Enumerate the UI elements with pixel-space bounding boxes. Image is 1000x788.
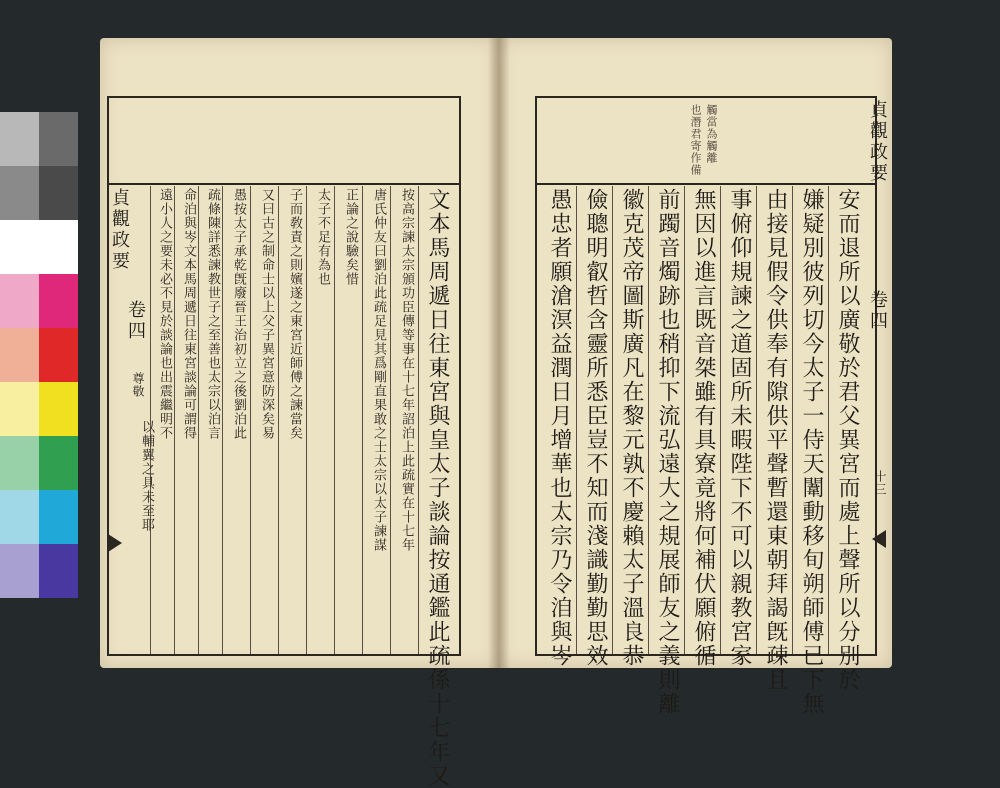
text-column: 徽克茂帝圖斯廣凡在黎元孰不慶賴太子溫良恭 [619, 188, 644, 668]
color-swatch [0, 274, 39, 328]
text-column: 由接見假令供奉有隙供平聲暫還東朝拜謁旣疎且 [763, 188, 788, 692]
text-column: 事俯仰規諫之道固所未暇陛下不可以親教宮家 [727, 188, 752, 668]
commentary-column: 遠小人之要未必不見於談論也出震繼明不 [157, 188, 172, 440]
text-column: 愚忠者願滄溟益潤日月增華也太宗乃令洎與岑 [547, 188, 572, 668]
right-spine-title: 貞觀政要 [867, 100, 888, 184]
text-column: 文本馬周遞日往東宮與皇太子談論按通鑑此疏係十七年又 [425, 188, 450, 788]
header-note-2: 也潛君寄作備 [689, 104, 702, 176]
color-swatch [39, 166, 78, 220]
left-spine-title: 貞觀政要 [109, 188, 130, 272]
color-swatch [0, 166, 39, 220]
commentary-column: 命泊與岑文本馬周遞日往東宮談論可謂得 [181, 188, 196, 440]
fish-tail-mark [872, 530, 886, 548]
text-column: 前躅音燭跡也稍抑下流弘遠大之規展師友之義則離 [655, 188, 680, 716]
color-swatch [0, 382, 39, 436]
fish-tail-mark [108, 534, 122, 552]
commentary-column: 正論之說驗矣惜 [343, 188, 358, 286]
color-swatch [39, 544, 78, 598]
left-header-rule [107, 183, 461, 185]
left-chapter-label: 卷四 [125, 300, 146, 342]
color-swatch [0, 112, 39, 166]
color-swatch [0, 490, 39, 544]
text-column: 儉聰明叡哲含靈所悉臣豈不知而淺識勤勤思效 [583, 188, 608, 668]
commentary-column: 唐氏仲友曰劉泊此疏足見其爲剛直果敢之士太宗以太子諫謀 [371, 188, 386, 552]
commentary-column: 以輔翼之具未至耶 [139, 420, 154, 532]
color-swatch [39, 328, 78, 382]
book-gutter [488, 38, 510, 668]
right-chapter-label: 卷四 [867, 290, 888, 332]
header-note: 觸當為觸離 [705, 104, 718, 164]
color-swatch [0, 220, 78, 274]
section-label: 尊敬 [131, 372, 145, 398]
commentary-column: 太子不足有為也 [315, 188, 330, 286]
commentary-column: 愚按太子承乾旣廢晉王治初立之後劉泊此 [231, 188, 246, 440]
text-column: 安而退所以廣敬於君父異宮而處上聲所以分別於 [835, 188, 860, 692]
commentary-column: 子而敎責之則嬪遂之東宮近師傅之諫當矣 [287, 188, 302, 440]
color-swatch [0, 328, 39, 382]
color-swatch [39, 382, 78, 436]
color-swatch [39, 490, 78, 544]
color-swatch [0, 544, 39, 598]
text-column: 無因以進言既音桀雖有具寮竟將何補伏願俯循 [691, 188, 716, 668]
color-swatch [39, 112, 78, 166]
right-header-rule [535, 183, 877, 185]
color-swatch [39, 436, 78, 490]
color-calibration-chart [0, 112, 78, 598]
text-column: 嫌疑別彼列切今太子一侍天闈動移旬朔師傅已下無 [799, 188, 824, 716]
page-number: 十三 [873, 470, 887, 496]
commentary-column: 疏條陳詳悉諫教世子之至善也太宗以泊言 [205, 188, 220, 440]
color-swatch [0, 436, 39, 490]
color-swatch [39, 274, 78, 328]
commentary-column: 又曰古之制命士以上父子異宮意防深矣易 [259, 188, 274, 440]
commentary-column: 按高宗諫太宗頒功臣傳等事在十七年詔泊上此疏實在十七年 [399, 188, 414, 552]
